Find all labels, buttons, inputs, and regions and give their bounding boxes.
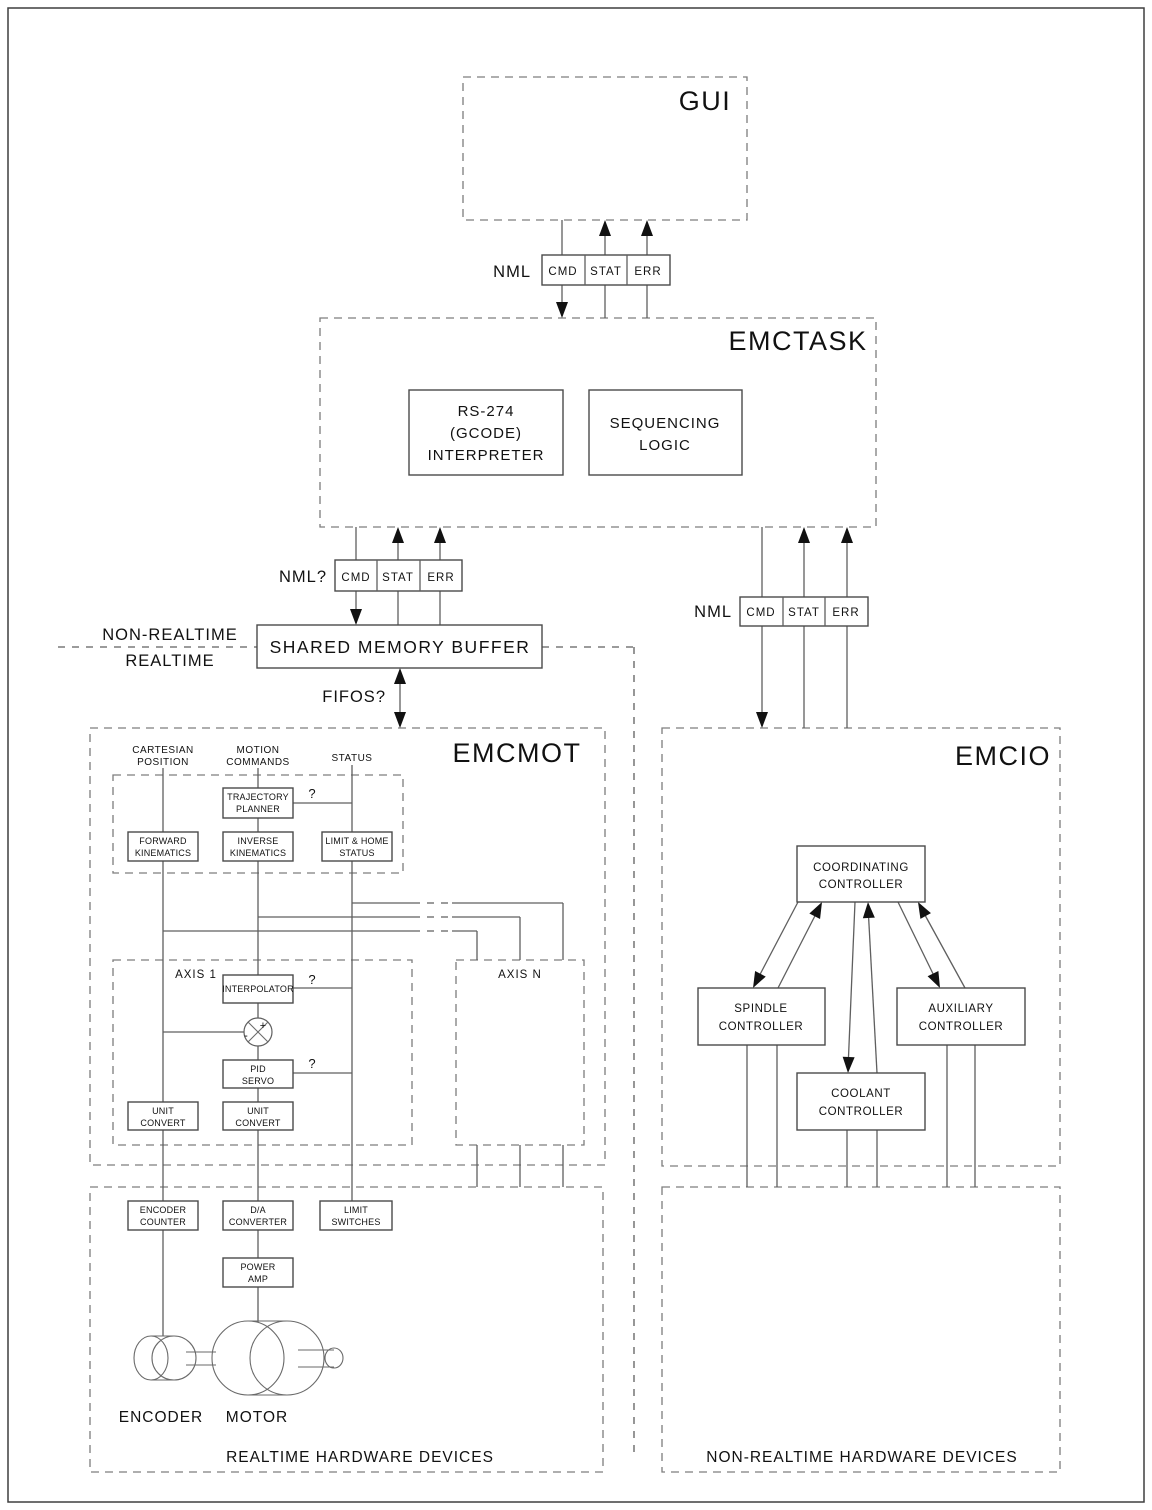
nml-left-label: NML? (278, 568, 327, 586)
motor-drawing (212, 1321, 343, 1395)
auxiliary-line1: AUXILIARY (928, 1003, 994, 1015)
question-mark-interpolator: ? (308, 972, 316, 987)
arrow-ioerr-to-emctask (841, 527, 853, 543)
shared-memory-label: SHARED MEMORY BUFFER (269, 637, 531, 657)
arrow-fifo-down (394, 712, 406, 728)
interpolator-box (222, 975, 294, 1003)
gui-title: GUI (678, 86, 732, 116)
unit-convert-mid-box (223, 1102, 293, 1130)
arrow-err-to-gui (641, 220, 653, 236)
forward-kinematics-box (128, 832, 198, 861)
sequencing-line2: LOGIC (639, 437, 691, 454)
inverse-line2: KINEMATICS (229, 848, 287, 858)
nml-left-stat: STAT (382, 572, 414, 584)
shared-memory-buffer-box (257, 625, 542, 668)
emcmot-column-labels (132, 745, 372, 768)
forward-line2: KINEMATICS (134, 848, 192, 858)
emctask-title: EMCTASK (728, 326, 868, 356)
limit-home-status-box (322, 832, 392, 861)
nml-right-cmd: CMD (746, 607, 776, 619)
question-mark-pid: ? (308, 1056, 316, 1071)
nml-left-err: ERR (427, 572, 455, 584)
limit-switches-box (320, 1201, 392, 1230)
nml-left-group (279, 560, 462, 591)
axis-continuation-dashes (413, 903, 452, 931)
spindle-controller-box (698, 988, 825, 1045)
power-amp-line1: POWER (240, 1262, 276, 1272)
arrow-cmd-to-buffer (350, 609, 362, 625)
non-realtime-label: NON-REALTIME (102, 626, 238, 644)
coolant-line1: COOLANT (831, 1088, 891, 1100)
interpreter-line3: INTERPRETER (427, 447, 545, 464)
power-amp-box (223, 1258, 293, 1287)
encoder-label: ENCODER (118, 1409, 204, 1426)
auxiliary-controller-box (897, 988, 1025, 1045)
forward-line1: FORWARD (139, 836, 187, 846)
axisn-box (456, 960, 584, 1145)
fifos-label: FIFOS? (322, 688, 386, 706)
realtime-hw-caption: REALTIME HARDWARE DEVICES (226, 1449, 494, 1466)
nonrealtime-hw-box (662, 1187, 1060, 1472)
interpreter-line1: RS-274 (457, 403, 515, 420)
trajectory-planner-box (223, 788, 293, 818)
spindle-line2: CONTROLLER (718, 1021, 804, 1033)
coolant-line2: CONTROLLER (818, 1106, 904, 1118)
power-amp-line2: AMP (247, 1274, 269, 1284)
sequencing-logic-box (589, 390, 742, 475)
nml-right-label: NML (694, 603, 732, 621)
limit-switches-line2: SWITCHES (331, 1217, 381, 1227)
arrow-err-to-emctask (434, 527, 446, 543)
nml-top-label: NML (493, 263, 531, 281)
arrow-cmd-to-emcio (756, 712, 768, 728)
coordinating-line2: CONTROLLER (818, 879, 904, 891)
motion-line1: MOTION (236, 745, 280, 756)
limit-home-line2: STATUS (339, 848, 375, 858)
auxiliary-line2: CONTROLLER (918, 1021, 1004, 1033)
axis1-label: AXIS 1 (175, 969, 217, 981)
nml-right-group (694, 597, 868, 626)
axisn-label: AXIS N (498, 969, 542, 981)
nml-right-err: ERR (832, 607, 860, 619)
unit1-line1: UNIT (152, 1106, 174, 1116)
arrow-fifo-up (394, 668, 406, 684)
da-converter-line2: CONVERTER (228, 1217, 288, 1227)
unit-convert-left-box (128, 1102, 198, 1130)
cartesian-line1: CARTESIAN (132, 745, 194, 756)
pid-servo-box (223, 1060, 293, 1088)
sequencing-line1: SEQUENCING (609, 415, 721, 432)
nonrealtime-hw-caption: NON-REALTIME HARDWARE DEVICES (706, 1449, 1018, 1466)
motion-line2: COMMANDS (226, 757, 290, 768)
emcio-title: EMCIO (954, 741, 1052, 771)
limit-home-line1: LIMIT & HOME (325, 836, 389, 846)
arrow-cmd-to-emctask (556, 302, 568, 318)
realtime-label: REALTIME (125, 652, 215, 670)
motor-label: MOTOR (225, 1409, 289, 1426)
inverse-line1: INVERSE (237, 836, 279, 846)
trajectory-line1: TRAJECTORY (227, 792, 289, 802)
status-column-label: STATUS (331, 753, 373, 764)
da-converter-box (223, 1201, 293, 1230)
encoder-counter-box (128, 1201, 198, 1230)
limit-switches-line1: LIMIT (343, 1205, 369, 1215)
summing-junction (244, 1018, 272, 1046)
pid-line1: PID (250, 1064, 266, 1074)
emcmot-title: EMCMOT (452, 738, 582, 768)
interpreter-line2: (GCODE) (450, 425, 522, 442)
emcmot-box (90, 728, 605, 1165)
encoder-drawing (134, 1336, 216, 1380)
encoder-counter-line2: COUNTER (140, 1217, 186, 1227)
nml-left-cmd: CMD (341, 572, 371, 584)
arrow-coolant-to-coord (862, 902, 875, 919)
arrow-stat-to-emctask (392, 527, 404, 543)
nml-top-cmd: CMD (548, 266, 578, 278)
interpolator-label: INTERPOLATOR (222, 984, 294, 994)
sum-plus-sign: + (259, 1020, 267, 1032)
coordinating-line1: COORDINATING (813, 862, 909, 874)
pid-line2: SERVO (241, 1076, 275, 1086)
cartesian-line2: POSITION (137, 757, 189, 768)
unit2-line2: CONVERT (235, 1118, 281, 1128)
encoder-counter-line1: ENCODER (139, 1205, 187, 1215)
arrow-stat-to-gui (599, 220, 611, 236)
coordinating-controller-box (797, 846, 925, 902)
da-converter-line1: D/A (250, 1205, 266, 1215)
question-mark-trajectory: ? (308, 786, 316, 801)
unit1-line2: CONVERT (140, 1118, 186, 1128)
unit2-line1: UNIT (247, 1106, 269, 1116)
nml-top-err: ERR (634, 266, 662, 278)
connector-lines (163, 220, 975, 1336)
nml-top-group (493, 255, 670, 285)
gcode-interpreter-box (409, 390, 563, 475)
arrow-iostat-to-emctask (798, 527, 810, 543)
arrow-to-coolant (842, 1057, 855, 1073)
nml-right-stat: STAT (788, 607, 820, 619)
trajectory-line2: PLANNER (236, 804, 280, 814)
coolant-controller-box (797, 1073, 925, 1130)
nml-top-stat: STAT (590, 266, 622, 278)
spindle-line1: SPINDLE (734, 1003, 788, 1015)
sum-minus-sign: - (244, 1030, 248, 1042)
inverse-kinematics-box (223, 832, 293, 861)
